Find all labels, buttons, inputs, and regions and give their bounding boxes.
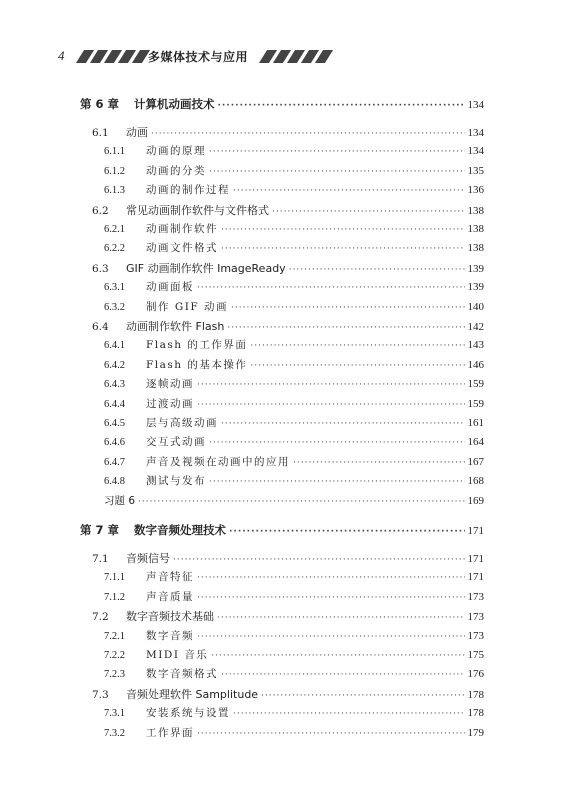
toc-entry-title: MIDI 音乐 xyxy=(146,649,209,661)
toc-entry-title: GIF 动画制作软件 ImageReady xyxy=(126,261,286,275)
toc-sub-row xyxy=(104,221,484,239)
dot-leader xyxy=(173,555,465,565)
decorative-stripes-left xyxy=(80,50,146,63)
toc-entry-number: 6.4.7 xyxy=(104,456,125,468)
toc-entry-page: 135 xyxy=(467,164,484,177)
decorative-stripes-right xyxy=(263,50,329,63)
toc-sub-row xyxy=(104,473,484,491)
dot-leader xyxy=(261,691,464,701)
toc-entry-title: 动画的制作过程 xyxy=(146,184,230,197)
toc-entry-title: 音频处理软件 Samplitude xyxy=(126,687,259,701)
toc-entry-page: 143 xyxy=(467,339,484,352)
toc-section-row xyxy=(92,202,484,220)
toc-entry-number: 6.2.1 xyxy=(104,224,125,235)
toc-section-row xyxy=(92,124,484,142)
toc-entry-title: 数字音频处理技术 xyxy=(134,523,226,537)
dot-leader xyxy=(197,632,465,642)
toc-entry-page: 134 xyxy=(467,99,484,111)
toc-sub-row xyxy=(104,647,484,665)
toc-entry-title: 常见动画制作软件与文件格式 xyxy=(126,203,269,217)
toc-entry-title: 习题 6 xyxy=(104,494,136,507)
toc-entry-number: 6.3.2 xyxy=(104,301,125,313)
toc-entry-title: Flash 的工作界面 xyxy=(146,339,248,352)
toc-entry-number: 7.2.3 xyxy=(104,669,125,681)
dot-leader xyxy=(250,341,464,351)
toc-sub-row xyxy=(104,337,484,355)
toc-entry-number: 6.4.4 xyxy=(104,398,125,410)
toc-entry-number: 7.1.1 xyxy=(104,572,125,584)
toc-entry-page: 159 xyxy=(467,397,484,410)
toc-sub-row xyxy=(104,589,484,607)
toc-entry-page: 139 xyxy=(467,281,484,294)
dot-leader xyxy=(227,323,464,333)
toc-sub-row xyxy=(104,299,484,317)
dot-leader xyxy=(250,361,464,371)
toc-entry-title: 动画的原理 xyxy=(146,145,206,158)
toc-entry-page: 139 xyxy=(467,262,484,275)
toc-sub-row xyxy=(104,240,484,258)
dot-leader xyxy=(197,729,465,739)
toc-entry-page: 146 xyxy=(467,358,484,371)
toc-entry-title: 动画面板 xyxy=(146,281,194,294)
toc-entry-page: 138 xyxy=(467,242,484,255)
toc-entry-number: 6.2.2 xyxy=(104,243,125,255)
dot-leader xyxy=(197,283,465,293)
toc-entry-number: 6.4 xyxy=(92,321,109,333)
toc-sub-row xyxy=(104,569,484,587)
toc-section-row xyxy=(92,318,484,336)
toc-entry-page: 173 xyxy=(467,629,484,642)
dot-leader xyxy=(233,709,465,719)
toc-entry-page: 179 xyxy=(467,726,484,739)
toc-sub-row xyxy=(104,376,484,394)
dot-leader xyxy=(231,303,465,313)
toc-entry-page: 175 xyxy=(467,649,484,661)
dot-leader xyxy=(197,573,465,583)
toc-entry-number: 7.2.2 xyxy=(104,650,125,661)
toc-sub-row xyxy=(104,357,484,375)
toc-entry-title: 交互式动画 xyxy=(146,436,206,449)
page-number: 4 xyxy=(58,48,65,63)
toc-entry-title: 数字音频格式 xyxy=(146,668,218,681)
toc-entry-page: 134 xyxy=(467,145,484,158)
toc-sub-row xyxy=(104,725,484,743)
toc-entry-page: 164 xyxy=(467,436,484,449)
toc-entry-title: 声音特征 xyxy=(146,571,194,584)
toc-entry-title: 动画 xyxy=(126,126,148,139)
toc-sub-row xyxy=(104,182,484,200)
toc-entry-number: 6.4.1 xyxy=(104,340,125,352)
toc-entry-number: 6.4.2 xyxy=(104,359,125,371)
toc-entry-title: 音频信号 xyxy=(126,552,170,565)
toc-entry-page: 169 xyxy=(467,494,484,507)
toc-entry-title: 动画的分类 xyxy=(146,164,206,177)
toc-entry-page: 173 xyxy=(467,611,484,624)
toc-section-row xyxy=(92,608,484,626)
toc-sub-row xyxy=(104,628,484,646)
toc-section-row xyxy=(92,686,484,704)
dot-leader xyxy=(233,186,465,196)
toc-entry-page: 171 xyxy=(467,553,484,565)
toc-entry-number: 6.2 xyxy=(92,204,109,217)
toc-entry-number: 6.4.8 xyxy=(104,476,125,488)
toc-entry-title: 动画制作软件 xyxy=(146,223,218,235)
toc-entry-number: 7.3.1 xyxy=(104,708,125,720)
toc-entry-title: 计算机动画技术 xyxy=(134,97,215,111)
toc-entry-page: 167 xyxy=(467,455,484,468)
toc-entry-title: 工作界面 xyxy=(146,726,194,739)
toc-entry-number: 6.1.1 xyxy=(104,146,125,158)
dot-leader xyxy=(293,458,465,468)
toc-chapter-row xyxy=(80,522,484,540)
toc-entry-page: 178 xyxy=(467,688,484,701)
toc-entry-title: 数字音频 xyxy=(146,629,194,642)
toc-sub-row xyxy=(104,434,484,452)
toc-entry-title: 安装系统与设置 xyxy=(146,707,230,720)
toc-entry-page: 159 xyxy=(467,378,484,391)
toc-entry-title: 动画文件格式 xyxy=(146,242,218,255)
toc-entry-number: 7.3.2 xyxy=(104,727,125,739)
toc-entry-title: 制作 GIF 动画 xyxy=(146,300,228,313)
toc-entry-number: 第 6 章 xyxy=(80,97,120,111)
toc-entry-page: 138 xyxy=(467,223,484,235)
toc-entry-page: 142 xyxy=(467,321,484,333)
toc-entry-number: 6.1.3 xyxy=(104,185,125,197)
toc-entry-number: 7.3 xyxy=(92,688,109,701)
toc-entry-number: 第 7 章 xyxy=(80,523,120,537)
toc-sub-row xyxy=(104,454,484,472)
toc-chapter-row xyxy=(80,96,484,114)
page-header xyxy=(0,44,562,70)
toc-entry-page: 140 xyxy=(467,300,484,313)
toc-entry-title: 测试与发布 xyxy=(146,475,206,488)
dot-leader xyxy=(218,101,465,111)
dot-leader xyxy=(221,419,465,429)
toc-entry-title: 声音及视频在动画中的应用 xyxy=(146,455,290,468)
toc-entry-page: 134 xyxy=(467,127,484,139)
toc-sub-row xyxy=(104,705,484,723)
dot-leader xyxy=(138,497,464,507)
dot-leader xyxy=(209,477,465,487)
dot-leader xyxy=(221,225,465,235)
toc-entry-page: 138 xyxy=(467,204,484,217)
dot-leader xyxy=(221,670,465,680)
dot-leader xyxy=(209,438,465,448)
dot-leader xyxy=(229,527,465,537)
toc-sub-row xyxy=(104,396,484,414)
dot-leader xyxy=(272,207,465,217)
toc-entry-number: 7.1.2 xyxy=(104,591,125,603)
toc-entry-number: 6.3 xyxy=(92,262,109,275)
toc-sub-row xyxy=(104,415,484,433)
toc-entry-title: 过渡动画 xyxy=(146,397,194,410)
toc-entry-number: 6.3.1 xyxy=(104,282,125,294)
book-title: 多媒体技术与应用 xyxy=(148,50,249,64)
dot-leader xyxy=(211,651,464,661)
toc-entry-page: 173 xyxy=(467,590,484,603)
dot-leader xyxy=(209,167,465,177)
dot-leader xyxy=(197,380,465,390)
toc-entry-title: 声音质量 xyxy=(146,590,194,603)
toc-entry-page: 168 xyxy=(467,475,484,488)
dot-leader xyxy=(209,147,465,157)
toc-sub-row xyxy=(104,666,484,684)
dot-leader xyxy=(221,244,465,254)
toc-sub-row xyxy=(104,143,484,161)
toc-section-row xyxy=(92,260,484,278)
toc-section-row xyxy=(92,550,484,568)
dot-leader xyxy=(197,400,465,410)
toc-entry-number: 7.1 xyxy=(92,553,109,565)
toc-entry-number: 6.4.5 xyxy=(104,418,125,429)
toc-entry-page: 171 xyxy=(467,571,484,584)
toc-entry-number: 6.4.3 xyxy=(104,379,125,391)
toc-entry-number: 6.1.2 xyxy=(104,165,125,177)
toc-entry-title: 逐帧动画 xyxy=(146,378,194,391)
toc-entry-title: 数字音频技术基础 xyxy=(126,610,214,624)
toc-entry-number: 6.4.6 xyxy=(104,437,125,449)
toc-sub-row xyxy=(104,163,484,181)
dot-leader xyxy=(217,613,465,623)
toc-entry-number: 6.1 xyxy=(92,127,109,139)
toc-entry-number: 7.2.1 xyxy=(104,630,125,642)
toc-entry-page: 161 xyxy=(467,417,484,429)
toc-entry-title: 动画制作软件 Flash xyxy=(126,320,225,333)
toc-entry-page: 176 xyxy=(467,668,484,681)
toc-ex-row xyxy=(104,493,484,511)
toc-entry-title: 层与高级动画 xyxy=(146,417,218,429)
toc-entry-number: 7.2 xyxy=(92,611,109,624)
toc-entry-title: Flash 的基本操作 xyxy=(146,358,248,371)
dot-leader xyxy=(197,593,465,603)
toc-entry-page: 136 xyxy=(467,184,484,197)
toc-entry-page: 171 xyxy=(467,525,484,537)
toc-entry-page: 178 xyxy=(467,707,484,720)
toc-sub-row xyxy=(104,279,484,297)
dot-leader xyxy=(151,129,465,139)
dot-leader xyxy=(289,265,465,275)
